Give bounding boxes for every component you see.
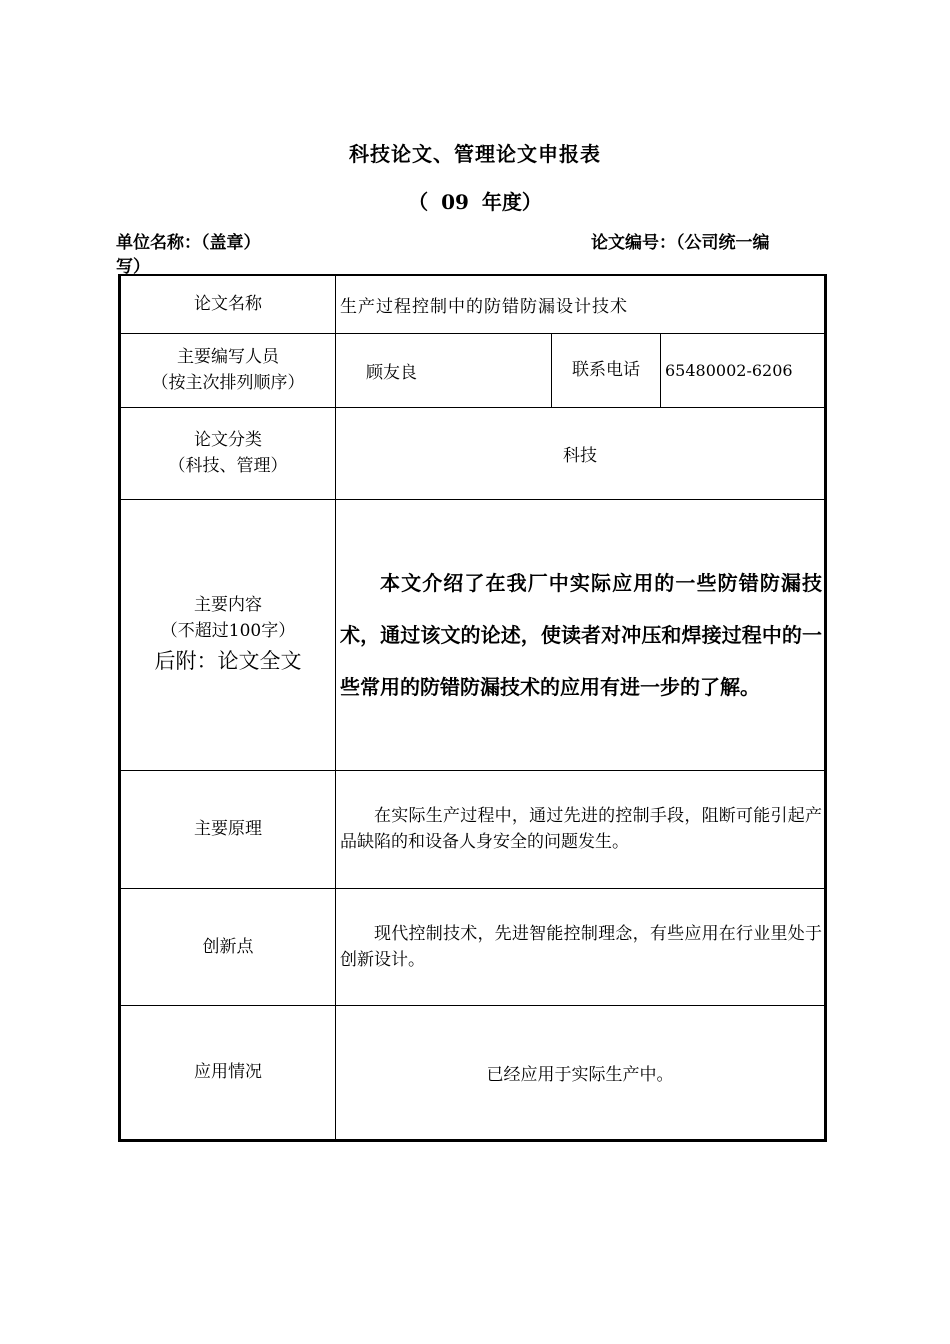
row-main-content — [120, 499, 826, 770]
author-label — [120, 333, 336, 407]
application-form-table — [118, 274, 827, 1142]
principle-label: 主要原理 — [120, 770, 336, 888]
document-title: 科技论文、管理论文申报表 — [349, 142, 601, 166]
category-label — [120, 407, 336, 499]
principle-value-cell — [336, 770, 826, 888]
content-summary: 本文介绍了在我厂中实际应用的一些防错防漏技术，通过该文的论述，使读者对冲压和焊接过程中的一些常用的防错防漏技术的应用有进一步的了解。 — [340, 570, 823, 699]
phone-value: 65480002-6206 — [661, 333, 826, 407]
content-label — [120, 499, 336, 770]
paper-name-label: 论文名称 — [120, 275, 336, 333]
row-principle — [120, 770, 826, 888]
document-year: （ 09 年度） — [408, 190, 542, 214]
paper-number-label-wrap: 写） — [116, 257, 150, 277]
innovation-value-cell — [336, 888, 826, 1005]
application-label: 应用情况 — [120, 1005, 336, 1140]
content-label-line1: 主要内容 — [194, 594, 262, 615]
content-value-cell — [336, 499, 826, 770]
row-category — [120, 407, 826, 499]
row-application — [120, 1005, 826, 1140]
row-paper-name — [120, 275, 826, 333]
paper-name-value: 生产过程控制中的防错防漏设计技术 — [336, 275, 826, 333]
paper-number-label: 论文编号：（公司统一编 — [591, 233, 770, 253]
innovation-label: 创新点 — [120, 888, 336, 1005]
author-label-line1: 主要编写人员 — [177, 347, 279, 367]
author-label-line2: （按主次排列顺序） — [151, 373, 305, 393]
content-label-line2: （不超过100字） — [160, 620, 296, 641]
application-value: 已经应用于实际生产中。 — [336, 1005, 826, 1140]
row-author — [120, 333, 826, 407]
category-label-line2: （科技、管理） — [168, 456, 288, 476]
author-value: 顾友良 — [336, 333, 552, 407]
principle-value: 在实际生产过程中，通过先进的控制手段，阻断可能引起产品缺陷的和设备人身安全的问题发生。 — [340, 806, 823, 852]
innovation-value: 现代控制技术，先进智能控制理念，有些应用在行业里处于创新设计。 — [340, 923, 823, 970]
category-label-line1: 论文分类 — [194, 430, 262, 450]
category-value: 科技 — [336, 407, 826, 499]
unit-name-label: 单位名称：（盖章） — [116, 233, 261, 253]
appendix-note: 后附：论文全文 — [154, 648, 302, 673]
phone-label: 联系电话 — [552, 333, 661, 407]
row-innovation — [120, 888, 826, 1005]
